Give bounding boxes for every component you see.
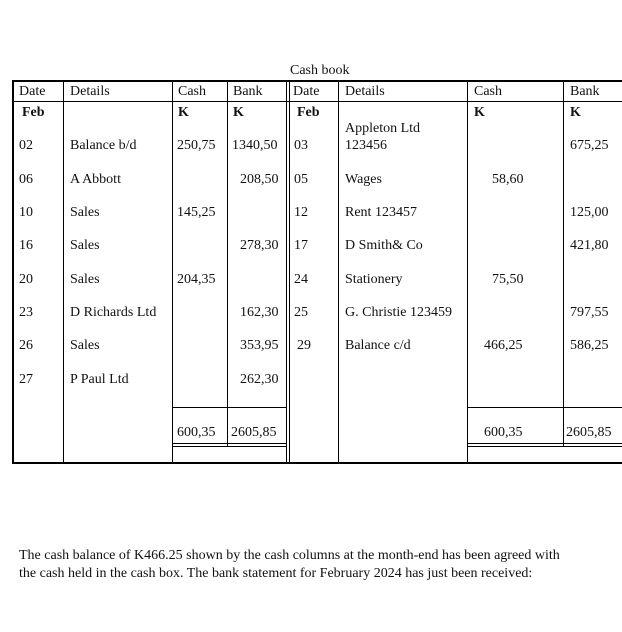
right-row-date: 03 bbox=[294, 138, 308, 153]
table-bottom-border bbox=[12, 462, 622, 464]
left-row-details: Sales bbox=[70, 238, 100, 253]
right-row-date: 17 bbox=[294, 238, 308, 253]
left-row-details: P Paul Ltd bbox=[70, 372, 129, 387]
left-details-divider bbox=[63, 80, 64, 464]
cash-book-title: Cash book bbox=[290, 63, 350, 78]
left-row-details: D Richards Ltd bbox=[70, 305, 157, 320]
left-totals-double-line-1 bbox=[172, 443, 286, 444]
right-totals-double-line-1 bbox=[467, 443, 622, 444]
right-subheader-cash-currency: K bbox=[474, 105, 485, 120]
left-totals-top-line bbox=[172, 407, 286, 408]
left-row-bank: 353,95 bbox=[240, 338, 279, 353]
left-row-date: 20 bbox=[19, 272, 33, 287]
left-row-bank: 262,30 bbox=[240, 372, 279, 387]
left-row-date: 10 bbox=[19, 205, 33, 220]
left-row-date: 26 bbox=[19, 338, 33, 353]
right-row-cash: 466,25 bbox=[484, 338, 523, 353]
right-row-bank: 586,25 bbox=[570, 338, 609, 353]
right-row-date: 12 bbox=[294, 205, 308, 220]
explanatory-paragraph: The cash balance of K466.25 shown by the cash columns at the month-end has been agreed with the cash held in the cash box. The bank statement for February 2024 has just been received: bbox=[19, 548, 560, 581]
left-row-bank: 278,30 bbox=[240, 238, 279, 253]
table-left-border bbox=[12, 80, 14, 464]
right-header-bank: Bank bbox=[570, 84, 600, 99]
left-row-details: Sales bbox=[70, 205, 100, 220]
right-row-bank: 125,00 bbox=[570, 205, 609, 220]
left-row-cash: 145,25 bbox=[177, 205, 216, 220]
center-double-line-2 bbox=[289, 80, 290, 464]
left-row-bank: 162,30 bbox=[240, 305, 279, 320]
right-subheader-bank-currency: K bbox=[570, 105, 581, 120]
left-total-bank: 2605,85 bbox=[231, 425, 277, 440]
right-totals-double-line-2 bbox=[467, 446, 622, 447]
left-row-details: Sales bbox=[70, 272, 100, 287]
right-row-details: D Smith& Co bbox=[345, 238, 423, 253]
header-bottom-border bbox=[12, 101, 622, 102]
right-row-details: G. Christie 123459 bbox=[345, 305, 452, 320]
right-row-date: 24 bbox=[294, 272, 308, 287]
left-row-date: 16 bbox=[19, 238, 33, 253]
left-header-cash: Cash bbox=[178, 84, 206, 99]
right-row-date: 29 bbox=[297, 338, 311, 353]
left-header-date: Date bbox=[19, 84, 46, 99]
left-row-cash: 204,35 bbox=[177, 272, 216, 287]
left-subheader-bank-currency: K bbox=[233, 105, 244, 120]
right-header-cash: Cash bbox=[474, 84, 502, 99]
right-row-cash: 75,50 bbox=[492, 272, 524, 287]
right-row-bank: 675,25 bbox=[570, 138, 609, 153]
left-header-details: Details bbox=[70, 84, 110, 99]
right-row-details: 123456 bbox=[345, 138, 387, 153]
right-row-details: Stationery bbox=[345, 272, 403, 287]
table-top-border bbox=[12, 80, 622, 82]
left-row-date: 27 bbox=[19, 372, 33, 387]
left-header-bank: Bank bbox=[233, 84, 263, 99]
right-totals-top-line bbox=[467, 407, 622, 408]
right-subheader-month: Feb bbox=[297, 105, 320, 120]
left-cash-divider bbox=[172, 80, 173, 464]
right-row-bank: 421,80 bbox=[570, 238, 609, 253]
right-cash-divider bbox=[467, 80, 468, 464]
right-row-details: Balance c/d bbox=[345, 338, 411, 353]
right-total-bank: 2605,85 bbox=[566, 425, 612, 440]
right-row-date: 05 bbox=[294, 172, 308, 187]
center-double-line-1 bbox=[286, 80, 287, 464]
left-row-bank: 208,50 bbox=[240, 172, 279, 187]
right-row-details: Wages bbox=[345, 172, 382, 187]
right-row-date: 25 bbox=[294, 305, 308, 320]
right-details-divider bbox=[338, 80, 339, 464]
left-row-date: 23 bbox=[19, 305, 33, 320]
right-header-date: Date bbox=[293, 84, 320, 99]
left-row-date: 06 bbox=[19, 172, 33, 187]
left-subheader-month: Feb bbox=[22, 105, 45, 120]
left-row-details: Balance b/d bbox=[70, 138, 137, 153]
right-header-details: Details bbox=[345, 84, 385, 99]
left-total-cash: 600,35 bbox=[177, 425, 216, 440]
left-subheader-cash-currency: K bbox=[178, 105, 189, 120]
left-row-bank: 1340,50 bbox=[232, 138, 278, 153]
left-row-details: A Abbott bbox=[70, 172, 121, 187]
right-total-cash: 600,35 bbox=[484, 425, 523, 440]
left-row-cash: 250,75 bbox=[177, 138, 216, 153]
right-bank-divider bbox=[563, 80, 564, 447]
right-row-bank: 797,55 bbox=[570, 305, 609, 320]
right-row-details: Rent 123457 bbox=[345, 205, 417, 220]
right-row-cash: 58,60 bbox=[492, 172, 524, 187]
left-totals-double-line-2 bbox=[172, 446, 286, 447]
right-row-details-line1: Appleton Ltd bbox=[345, 121, 421, 136]
left-row-details: Sales bbox=[70, 338, 100, 353]
left-row-date: 02 bbox=[19, 138, 33, 153]
left-bank-divider bbox=[227, 80, 228, 447]
